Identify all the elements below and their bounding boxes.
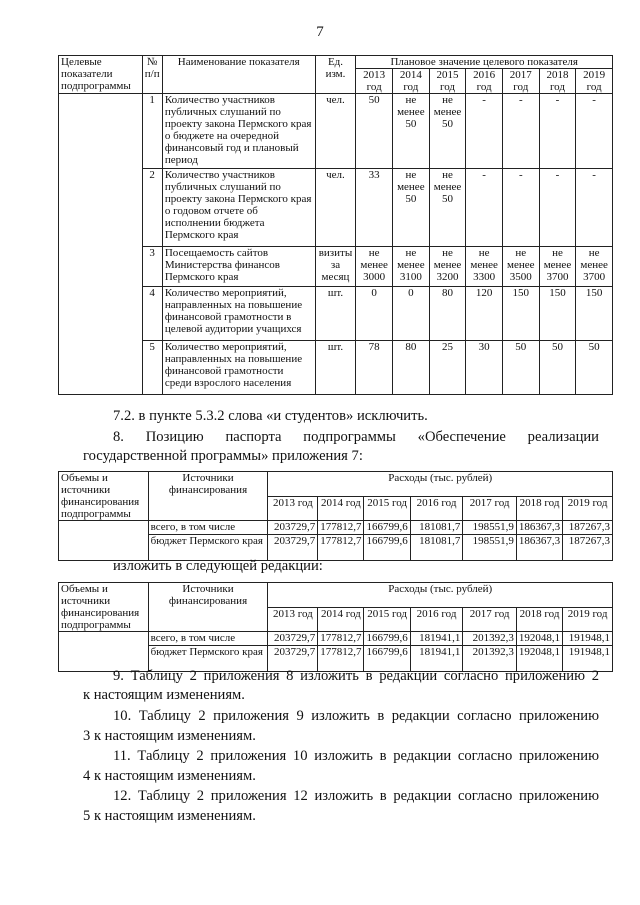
financing-table-old xyxy=(58,471,613,561)
plan-value: 78 xyxy=(356,341,393,395)
plan-value: не менее 50 xyxy=(429,94,466,169)
table-row xyxy=(59,247,613,287)
header-num: № п/п xyxy=(142,56,162,94)
plan-value: 0 xyxy=(356,287,393,341)
table-row xyxy=(59,169,613,247)
year-header: 2018 год xyxy=(539,69,576,94)
year-header: 2019 год xyxy=(563,607,613,632)
expense-value: 166799,6 xyxy=(364,646,410,672)
year-header: 2014 год xyxy=(318,607,364,632)
source-cell: всего, в том числе xyxy=(148,521,268,535)
expense-value: 198551,9 xyxy=(463,521,517,535)
plan-value: 50 xyxy=(539,341,576,395)
expense-value: 187267,3 xyxy=(563,535,613,561)
expense-value: 187267,3 xyxy=(563,521,613,535)
plan-value: 0 xyxy=(393,287,430,341)
year-header: 2016 год xyxy=(410,496,463,521)
indicator-name: Количество мероприятий, направленных на повышение финансовой грамотности среди взрослого населения xyxy=(162,341,315,395)
header-label: Объемы и источники финансирования подпрограммы xyxy=(59,472,149,521)
year-header: 2013 год xyxy=(356,69,393,94)
plan-value: - xyxy=(576,169,613,247)
source-cell: бюджет Пермского края xyxy=(148,535,268,561)
expense-value: 181081,7 xyxy=(410,535,463,561)
expense-value: 203729,7 xyxy=(268,535,318,561)
plan-value: 33 xyxy=(356,169,393,247)
expense-value: 192048,1 xyxy=(516,646,562,672)
year-header: 2016 год xyxy=(466,69,503,94)
year-header: 2015 год xyxy=(429,69,466,94)
year-header: 2017 год xyxy=(463,496,517,521)
label-cell-blank xyxy=(59,521,149,561)
expense-value: 201392,3 xyxy=(463,632,517,646)
expense-value: 181941,1 xyxy=(410,646,463,672)
plan-value: 50 xyxy=(576,341,613,395)
header-label: Объемы и источники финансирования подпрограммы xyxy=(59,583,149,632)
header-sources: Источники финансирования xyxy=(148,472,268,521)
expense-value: 203729,7 xyxy=(268,646,318,672)
row-number: 3 xyxy=(142,247,162,287)
row-number: 4 xyxy=(142,287,162,341)
unit-cell: визиты за месяц xyxy=(315,247,356,287)
header-unit: Ед. изм. xyxy=(315,56,356,94)
plan-value: 120 xyxy=(466,287,503,341)
plan-value: - xyxy=(539,94,576,169)
header-name: Наименование показателя xyxy=(162,56,315,94)
plan-value: - xyxy=(576,94,613,169)
plan-value: - xyxy=(539,169,576,247)
unit-cell: шт. xyxy=(315,341,356,395)
page-number: 7 xyxy=(316,24,324,40)
plan-value: 30 xyxy=(466,341,503,395)
unit-cell: чел. xyxy=(315,94,356,169)
paragraph-replace: изложить в следующей редакции: xyxy=(113,558,323,574)
label-cell-blank xyxy=(59,632,149,672)
year-header: 2018 год xyxy=(516,607,562,632)
paragraph-10-line1: 10. Таблицу 2 приложения 9 изложить в редакции согласно приложению xyxy=(113,708,599,724)
plan-value: не менее 3700 xyxy=(576,247,613,287)
plan-value: - xyxy=(466,169,503,247)
financing-table-new xyxy=(58,582,613,672)
expense-value: 192048,1 xyxy=(516,632,562,646)
year-header: 2013 год xyxy=(268,607,318,632)
paragraph-8-line2: государственной программы» приложения 7: xyxy=(83,448,363,464)
table-row xyxy=(59,521,613,535)
table-row xyxy=(59,94,613,169)
paragraph-11-line2: 4 к настоящим изменениям. xyxy=(83,768,256,784)
plan-value: не менее 3100 xyxy=(393,247,430,287)
year-header: 2015 год xyxy=(364,607,410,632)
plan-value: - xyxy=(502,169,539,247)
plan-value: не менее 3200 xyxy=(429,247,466,287)
paragraph-11-line1: 11. Таблицу 2 приложения 10 изложить в редакции согласно приложению xyxy=(113,748,599,764)
indicator-name: Количество мероприятий, направленных на повышение финансовой грамотности в целевой аудитории учащихся xyxy=(162,287,315,341)
expense-value: 191948,1 xyxy=(563,632,613,646)
expense-value: 203729,7 xyxy=(268,632,318,646)
header-expenses: Расходы (тыс. рублей) xyxy=(268,583,613,608)
plan-value: не менее 3700 xyxy=(539,247,576,287)
expense-value: 181081,7 xyxy=(410,521,463,535)
indicator-name: Посещаемость сайтов Министерства финансов Пермского края xyxy=(162,247,315,287)
paragraph-7-2: 7.2. в пункте 5.3.2 слова «и студентов» исключить. xyxy=(113,408,428,424)
header-target: Целевые показатели подпрограммы xyxy=(59,56,143,94)
unit-cell: чел. xyxy=(315,169,356,247)
paragraph-10-line2: 3 к настоящим изменениям. xyxy=(83,728,256,744)
table-row xyxy=(59,341,613,395)
expense-value: 177812,7 xyxy=(318,521,364,535)
year-header: 2019 год xyxy=(576,69,613,94)
expense-value: 198551,9 xyxy=(463,535,517,561)
table-header-row xyxy=(59,583,613,608)
paragraph-9-line2: к настоящим изменениям. xyxy=(83,687,245,703)
expense-value: 177812,7 xyxy=(318,646,364,672)
header-expenses: Расходы (тыс. рублей) xyxy=(268,472,613,497)
plan-value: не менее 3300 xyxy=(466,247,503,287)
plan-value: не менее 50 xyxy=(393,94,430,169)
plan-value: не менее 3000 xyxy=(356,247,393,287)
plan-value: 25 xyxy=(429,341,466,395)
table-header-row xyxy=(59,472,613,497)
year-header: 2015 год xyxy=(364,496,410,521)
plan-value: 150 xyxy=(502,287,539,341)
indicator-name: Количество участников публичных слушаний по проекту закона Пермского края о годовом отчете об исполнении бюджета Пермского края xyxy=(162,169,315,247)
source-cell: всего, в том числе xyxy=(148,632,268,646)
plan-value: не менее 50 xyxy=(429,169,466,247)
expense-value: 166799,6 xyxy=(364,535,410,561)
year-header: 2019 год xyxy=(563,496,613,521)
year-header: 2017 год xyxy=(502,69,539,94)
plan-value: не менее 50 xyxy=(393,169,430,247)
unit-cell: шт. xyxy=(315,287,356,341)
plan-value: - xyxy=(466,94,503,169)
plan-value: 150 xyxy=(576,287,613,341)
paragraph-9-line1: 9. Таблицу 2 приложения 8 изложить в редакции согласно приложению 2 xyxy=(113,668,599,684)
expense-value: 186367,3 xyxy=(516,521,562,535)
plan-value: 50 xyxy=(502,341,539,395)
year-header: 2016 год xyxy=(410,607,463,632)
row-number: 2 xyxy=(142,169,162,247)
expense-value: 177812,7 xyxy=(318,535,364,561)
expense-value: 186367,3 xyxy=(516,535,562,561)
plan-value: не менее 3500 xyxy=(502,247,539,287)
header-sources: Источники финансирования xyxy=(148,583,268,632)
table-header-row xyxy=(59,56,613,69)
year-header: 2013 год xyxy=(268,496,318,521)
expense-value: 166799,6 xyxy=(364,632,410,646)
row-number: 5 xyxy=(142,341,162,395)
target-indicators-table xyxy=(58,55,613,395)
paragraph-8-line1: 8. Позицию паспорта подпрограммы «Обеспечение реализации xyxy=(113,429,599,445)
plan-value: - xyxy=(502,94,539,169)
expense-value: 181941,1 xyxy=(410,632,463,646)
expense-value: 203729,7 xyxy=(268,521,318,535)
paragraph-12-line2: 5 к настоящим изменениям. xyxy=(83,808,256,824)
target-cell-blank xyxy=(59,94,143,395)
paragraph-12-line1: 12. Таблицу 2 приложения 12 изложить в редакции согласно приложению xyxy=(113,788,599,804)
header-plan: Плановое значение целевого показателя xyxy=(356,56,613,69)
expense-value: 166799,6 xyxy=(364,521,410,535)
plan-value: 80 xyxy=(393,341,430,395)
year-header: 2014 год xyxy=(318,496,364,521)
table-row xyxy=(59,287,613,341)
year-header: 2014 год xyxy=(393,69,430,94)
plan-value: 80 xyxy=(429,287,466,341)
plan-value: 50 xyxy=(356,94,393,169)
table-row xyxy=(59,632,613,646)
plan-value: 150 xyxy=(539,287,576,341)
year-header: 2017 год xyxy=(463,607,517,632)
expense-value: 201392,3 xyxy=(463,646,517,672)
indicator-name: Количество участников публичных слушаний по проекту закона Пермского края о бюджете на очередной финансовый год и плановый период xyxy=(162,94,315,169)
source-cell: бюджет Пермского края xyxy=(148,646,268,672)
expense-value: 177812,7 xyxy=(318,632,364,646)
expense-value: 191948,1 xyxy=(563,646,613,672)
year-header: 2018 год xyxy=(516,496,562,521)
row-number: 1 xyxy=(142,94,162,169)
